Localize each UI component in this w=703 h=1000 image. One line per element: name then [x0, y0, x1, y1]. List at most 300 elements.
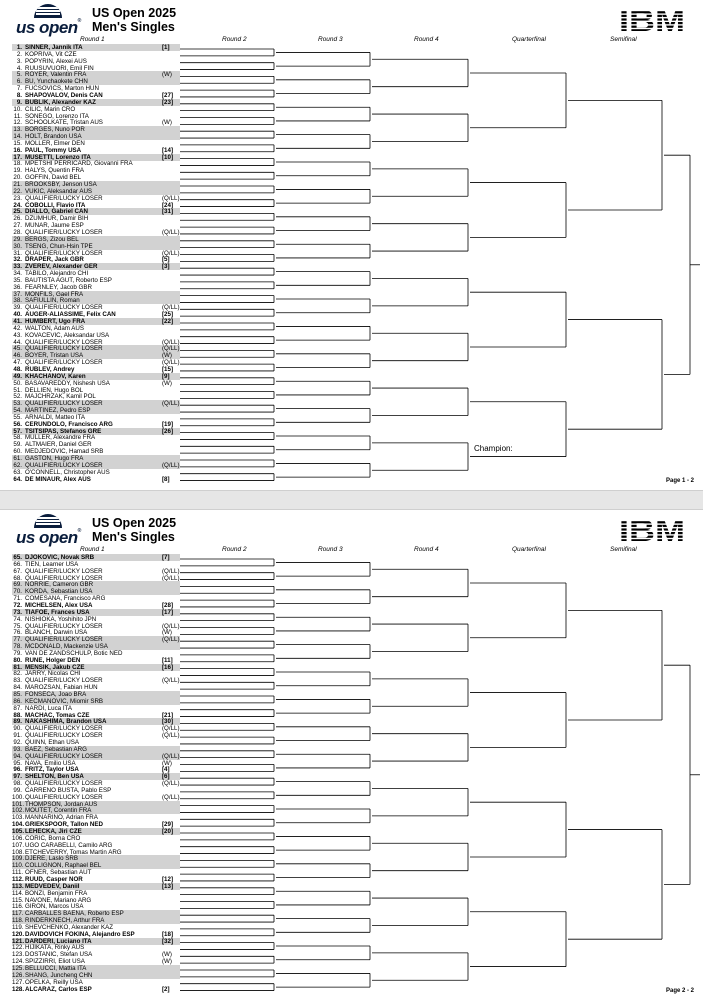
- player-name: RUUSUVUORI, Emil FIN: [25, 64, 94, 72]
- round-header: Round 4: [414, 36, 439, 43]
- seed-tag: (Q/LL): [162, 338, 180, 346]
- player-name: MEDVEDEV, Daniil: [25, 882, 80, 890]
- draw-position: 35.: [13, 276, 22, 284]
- seed-tag: [4]: [162, 766, 170, 774]
- player-name: BUBLIK, Alexander KAZ: [25, 98, 96, 106]
- player-name: UGO CARABELLI, Camilo ARG: [25, 841, 113, 849]
- draw-position: 33.: [13, 263, 22, 271]
- player-name: MAJCHRZAK, Kamil POL: [25, 393, 96, 401]
- draw-position: 51.: [13, 386, 22, 394]
- player-name: QUALIFIER/LUCKY LOSER: [25, 725, 103, 733]
- draw-position: 41.: [13, 318, 22, 325]
- draw-position: 76.: [13, 629, 22, 637]
- champion-label: Champion:: [474, 444, 513, 453]
- player-name: QUALIFIER/LUCKY LOSER: [25, 752, 103, 760]
- draw-position: 49.: [13, 372, 22, 380]
- player-name: NORRIE, Cameron GBR: [25, 581, 94, 589]
- seed-tag: (Q/LL): [162, 574, 180, 582]
- draw-position: 31.: [13, 249, 22, 257]
- draw-position: 39.: [13, 304, 22, 312]
- ibm-logo-text: IBM: [619, 4, 685, 34]
- draw-position: 52.: [13, 393, 22, 401]
- player-name: BAEZ, Sebastian ARG: [25, 745, 87, 753]
- draw-page-1: [0, 0, 703, 490]
- player-name: GOFFIN, David BEL: [25, 174, 82, 182]
- draw-position: 109.: [12, 855, 25, 863]
- player-name: ALCARAZ, Carlos ESP: [25, 985, 92, 993]
- draw-position: 88.: [13, 711, 22, 719]
- draw-position: 79.: [13, 649, 22, 657]
- draw-position: 28.: [13, 228, 22, 236]
- round-header: Round 2: [222, 36, 247, 43]
- draw-position: 1.: [16, 44, 22, 51]
- player-name: TIEN, Learner USA: [25, 560, 79, 568]
- draw-position: 9.: [16, 98, 22, 106]
- player-name: ETCHEVERRY, Tomas Martin ARG: [25, 848, 122, 856]
- player-name: SONEGO, Lorenzo ITA: [25, 112, 89, 120]
- player-name: FONSECA, Joao BRA: [25, 691, 87, 698]
- draw-position: 94.: [13, 752, 22, 760]
- player-name: BASAVAREDDY, Nishesh USA: [25, 379, 110, 387]
- draw-bracket: [0, 0, 703, 490]
- draw-position: 57.: [13, 427, 22, 435]
- draw-position: 78.: [13, 643, 22, 651]
- seed-tag: [5]: [162, 256, 170, 264]
- draw-position: 19.: [13, 167, 22, 175]
- player-name: BELLUCCI, Mattia ITA: [25, 965, 87, 972]
- seed-tag: [21]: [162, 711, 174, 719]
- draw-position: 71.: [13, 595, 22, 603]
- seed-tag: (Q/LL): [162, 228, 180, 236]
- draw-position: 50.: [13, 379, 22, 387]
- player-name: RUBLEV, Andrey: [25, 365, 75, 373]
- draw-position: 84.: [13, 684, 22, 692]
- draw-position: 65.: [13, 554, 22, 561]
- draw-position: 85.: [13, 691, 22, 698]
- player-name: DZUMHUR, Damir BIH: [25, 215, 89, 223]
- draw-position: 105.: [12, 828, 25, 835]
- draw-position: 118.: [12, 917, 24, 925]
- draw-position: 117.: [12, 910, 24, 918]
- draw-position: 13.: [13, 126, 22, 134]
- ibm-logo-text: IBM: [619, 514, 685, 544]
- seed-tag: [16]: [162, 663, 174, 671]
- player-name: HIJIKATA, Rinky AUS: [25, 944, 85, 952]
- player-name: COMESANA, Francisco ARG: [25, 595, 106, 603]
- draw-position: 64.: [13, 475, 22, 483]
- seed-tag: (Q/LL): [162, 567, 180, 575]
- draw-position: 123.: [12, 951, 25, 959]
- draw-position: 3.: [16, 57, 22, 65]
- draw-position: 83.: [13, 677, 22, 685]
- seed-tag: [9]: [162, 372, 170, 380]
- draw-position: 96.: [13, 766, 22, 774]
- draw-position: 42.: [13, 324, 22, 332]
- player-name: DJOKOVIC, Novak SRB: [25, 554, 95, 561]
- seed-tag: [28]: [162, 601, 174, 609]
- draw-position: 46.: [13, 352, 22, 360]
- player-name: POPYRIN, Alexei AUS: [25, 57, 87, 65]
- draw-position: 18.: [13, 160, 22, 168]
- player-name: KORDA, Sebastian USA: [25, 588, 93, 596]
- player-name: CERUNDOLO, Francisco ARG: [25, 420, 113, 428]
- player-name: MONFILS, Gael FRA: [25, 290, 84, 298]
- draw-position: 127.: [12, 978, 25, 986]
- player-name: NISHIOKA, Yoshihito JPN: [25, 615, 97, 623]
- player-name: FUCSOVICS, Marton HUN: [25, 85, 99, 93]
- draw-position: 22.: [13, 187, 22, 195]
- player-name: DOSTANIC, Stefan USA: [25, 951, 93, 959]
- player-name: NAVA, Emilio USA: [25, 759, 76, 767]
- player-name: QUINN, Ethan USA: [25, 738, 79, 746]
- seed-tag: [20]: [162, 828, 174, 835]
- draw-position: 113.: [12, 882, 24, 890]
- player-name: DARDERI, Luciano ITA: [25, 937, 92, 945]
- draw-position: 90.: [13, 725, 22, 733]
- draw-position: 80.: [13, 656, 22, 664]
- seed-tag: (Q/LL): [162, 304, 180, 312]
- seed-tag: (Q/LL): [162, 732, 180, 740]
- draw-position: 8.: [16, 91, 22, 99]
- draw-position: 122.: [12, 944, 25, 952]
- player-name: DRAPER, Jack GBR: [25, 256, 84, 264]
- page-subtitle: Men's Singles: [92, 20, 175, 34]
- player-name: MUSETTI, Lorenzo ITA: [25, 153, 91, 161]
- seed-tag: (Q/LL): [162, 677, 180, 685]
- seed-tag: [22]: [162, 318, 174, 325]
- draw-position: 66.: [13, 560, 22, 568]
- player-name: NAKASHIMA, Brandon USA: [25, 718, 107, 726]
- seed-tag: [18]: [162, 930, 174, 938]
- player-name: MENSIK, Jakub CZE: [25, 663, 85, 671]
- draw-position: 26.: [13, 215, 22, 223]
- round-header: Quarterfinal: [512, 546, 546, 553]
- draw-position: 38.: [13, 297, 22, 305]
- draw-position: 11.: [13, 112, 22, 120]
- round-header: Quarterfinal: [512, 36, 546, 43]
- player-name: ARNALDI, Matteo ITA: [25, 413, 86, 421]
- round-header: Round 2: [222, 546, 247, 553]
- draw-position: 95.: [13, 759, 22, 767]
- draw-position: 6.: [16, 78, 22, 86]
- draw-position: 116.: [12, 903, 24, 911]
- player-name: THOMPSON, Jordan AUS: [25, 800, 98, 808]
- round-header: Round 1: [80, 546, 105, 553]
- player-name: BOYER, Tristan USA: [25, 352, 84, 360]
- player-name: QUALIFIER/LUCKY LOSER: [25, 249, 103, 257]
- player-name: KHACHANOV, Karen: [25, 372, 86, 380]
- player-name: MUNAR, Jaume ESP: [25, 222, 84, 230]
- seed-tag: [25]: [162, 311, 174, 319]
- seed-tag: (W): [162, 119, 172, 127]
- draw-position: 126.: [12, 971, 25, 979]
- player-name: QUALIFIER/LUCKY LOSER: [25, 359, 103, 367]
- player-name: QUALIFIER/LUCKY LOSER: [25, 345, 103, 353]
- draw-position: 73.: [13, 608, 22, 616]
- player-name: BROOKSBY, Jenson USA: [25, 181, 97, 188]
- player-name: MANNARINO, Adrian FRA: [25, 814, 98, 822]
- player-name: TSITSIPAS, Stefanos GRE: [25, 427, 102, 435]
- seed-tag: [7]: [162, 554, 170, 561]
- draw-position: 21.: [13, 181, 22, 188]
- player-name: SINNER, Jannik ITA: [25, 44, 83, 51]
- player-name: BORGES, Nuno POR: [25, 126, 85, 134]
- player-name: BONZI, Benjamin FRA: [25, 889, 88, 897]
- draw-position: 70.: [13, 588, 22, 596]
- seed-tag: (Q/LL): [162, 780, 180, 788]
- seed-tag: [24]: [162, 201, 174, 209]
- seed-tag: (Q/LL): [162, 636, 180, 644]
- draw-position: 29.: [13, 235, 22, 243]
- seed-tag: [27]: [162, 91, 174, 99]
- player-name: BLANCH, Darwin USA: [25, 629, 88, 637]
- player-name: OFNER, Sebastian AUT: [25, 869, 92, 877]
- player-name: MULLER, Alexandre FRA: [25, 434, 96, 442]
- draw-position: 68.: [13, 574, 22, 582]
- draw-position: 107.: [12, 841, 25, 849]
- player-name: QUALIFIER/LUCKY LOSER: [25, 732, 103, 740]
- player-name: SHEVCHENKO, Alexander KAZ: [25, 923, 114, 931]
- player-name: GRIEKSPOOR, Tallon NED: [25, 821, 103, 829]
- draw-position: 7.: [16, 85, 22, 93]
- player-name: LEHECKA, Jiri CZE: [25, 828, 82, 835]
- logo-wordmark: us open®: [16, 18, 81, 37]
- seed-tag: [31]: [162, 208, 174, 216]
- seed-tag: [3]: [162, 263, 170, 271]
- player-name: PAUL, Tommy USA: [25, 146, 82, 154]
- draw-position: 98.: [13, 780, 22, 788]
- seed-tag: (Q/LL): [162, 194, 180, 202]
- draw-position: 56.: [13, 420, 22, 428]
- draw-position: 119.: [12, 923, 24, 931]
- draw-position: 45.: [13, 345, 22, 353]
- player-name: QUALIFIER/LUCKY LOSER: [25, 622, 103, 630]
- player-name: BU, Yunchaokete CHN: [25, 78, 88, 86]
- player-name: HALYS, Quentin FRA: [25, 167, 85, 175]
- draw-position: 92.: [13, 738, 22, 746]
- draw-position: 93.: [13, 745, 22, 753]
- player-name: QUALIFIER/LUCKY LOSER: [25, 780, 103, 788]
- draw-position: 40.: [13, 311, 22, 319]
- draw-position: 5.: [16, 71, 22, 79]
- player-name: QUALIFIER/LUCKY LOSER: [25, 304, 103, 312]
- registered-mark: ®: [77, 528, 81, 534]
- draw-position: 24.: [13, 201, 22, 209]
- player-name: MARTINEZ, Pedro ESP: [25, 407, 91, 415]
- player-name: GASTON, Hugo FRA: [25, 455, 84, 462]
- draw-position: 43.: [13, 331, 22, 339]
- player-name: SAFIULLIN, Roman: [25, 297, 80, 305]
- player-name: CILIC, Marin CRO: [25, 105, 76, 113]
- player-name: AUGER-ALIASSIME, Felix CAN: [25, 311, 116, 319]
- draw-position: 89.: [13, 718, 22, 726]
- draw-position: 53.: [13, 400, 22, 408]
- player-name: VUKIC, Aleksandar AUS: [25, 187, 93, 195]
- round-header: Semifinal: [610, 546, 637, 553]
- draw-position: 106.: [12, 834, 25, 842]
- player-name: SHAPOVALOV, Denis CAN: [25, 91, 103, 99]
- draw-position: 59.: [13, 441, 22, 449]
- player-name: QUALIFIER/LUCKY LOSER: [25, 400, 103, 408]
- draw-position: 81.: [13, 663, 22, 671]
- draw-position: 37.: [13, 290, 22, 298]
- seed-tag: [8]: [162, 475, 170, 483]
- player-name: RINDERKNECH, Arthur FRA: [25, 917, 105, 925]
- seed-tag: [2]: [162, 985, 170, 993]
- seed-tag: (Q/LL): [162, 359, 180, 367]
- player-name: FRITZ, Taylor USA: [25, 766, 79, 774]
- player-name: QUALIFIER/LUCKY LOSER: [25, 636, 103, 644]
- player-name: MCDONALD, Mackenzie USA: [25, 643, 108, 651]
- player-name: HUMBERT, Ugo FRA: [25, 318, 86, 325]
- player-name: ZVEREV, Alexander GER: [25, 263, 98, 271]
- draw-position: 67.: [13, 567, 22, 575]
- draw-position: 75.: [13, 622, 22, 630]
- draw-position: 82.: [13, 670, 22, 678]
- draw-position: 112.: [12, 875, 24, 883]
- seed-tag: [30]: [162, 718, 174, 726]
- seed-tag: (W): [162, 951, 172, 959]
- seed-tag: [26]: [162, 427, 174, 435]
- draw-position: 87.: [13, 704, 22, 712]
- draw-position: 2.: [16, 50, 22, 58]
- player-name: JARRY, Nicolas CHI: [25, 670, 81, 678]
- page-subtitle: Men's Singles: [92, 530, 175, 544]
- seed-tag: (Q/LL): [162, 752, 180, 760]
- draw-position: 101.: [12, 800, 25, 808]
- page-title: US Open 2025: [92, 516, 177, 530]
- player-name: KOVACEVIC, Aleksandar USA: [25, 331, 110, 339]
- draw-position: 128.: [12, 985, 25, 993]
- round-header: Round 3: [318, 36, 343, 43]
- seed-tag: (Q/LL): [162, 622, 180, 630]
- player-name: KOPRIVA, Vit CZE: [25, 50, 77, 58]
- player-name: DAVIDOVICH FOKINA, Alejandro ESP: [25, 930, 135, 938]
- draw-position: 27.: [13, 222, 22, 230]
- seed-tag: (W): [162, 71, 172, 79]
- player-name: TSENG, Chun-Hsin TPE: [25, 242, 93, 250]
- player-name: QUALIFIER/LUCKY LOSER: [25, 338, 103, 346]
- draw-position: 97.: [13, 773, 22, 781]
- seed-tag: [15]: [162, 365, 174, 373]
- seed-tag: [10]: [162, 153, 174, 161]
- page-number: Page 2 - 2: [666, 988, 695, 994]
- player-name: RUUD, Casper NOR: [25, 875, 83, 883]
- player-name: CORIC, Borna CRO: [25, 834, 81, 842]
- player-name: CARBALLES BAENA, Roberto ESP: [25, 910, 124, 918]
- player-name: QUALIFIER/LUCKY LOSER: [25, 574, 103, 582]
- seed-tag: (Q/LL): [162, 400, 180, 408]
- seed-tag: (Q/LL): [162, 345, 180, 353]
- round-header: Round 1: [80, 36, 105, 43]
- round-header: Semifinal: [610, 36, 637, 43]
- page-separator: [0, 490, 703, 510]
- draw-position: 72.: [13, 601, 22, 609]
- player-name: QUALIFIER/LUCKY LOSER: [25, 677, 103, 685]
- draw-bracket: [0, 510, 703, 1000]
- player-name: KECMANOVIC, Miomir SRB: [25, 697, 104, 705]
- seed-tag: (W): [162, 379, 172, 387]
- draw-position: 102.: [12, 807, 25, 815]
- seed-tag: [6]: [162, 773, 170, 781]
- player-name: O'CONNELL, Christopher AUS: [25, 468, 110, 476]
- draw-position: 91.: [13, 732, 22, 740]
- draw-position: 58.: [13, 434, 22, 442]
- draw-position: 14.: [13, 133, 22, 141]
- seed-tag: (Q/LL): [162, 461, 180, 469]
- player-name: MAROZSAN, Fabian HUN: [25, 684, 98, 692]
- draw-position: 15.: [13, 139, 22, 147]
- draw-position: 111.: [12, 869, 24, 877]
- player-name: NARDI, Luca ITA: [25, 704, 72, 712]
- draw-position: 32.: [13, 256, 22, 264]
- draw-position: 114.: [12, 889, 24, 897]
- player-name: WALTON, Adam AUS: [25, 324, 85, 332]
- player-name: OPELKA, Reilly USA: [25, 978, 83, 986]
- player-name: TABILO, Alejandro CHI: [25, 270, 89, 278]
- player-name: SCHOOLKATE, Tristan AUS: [25, 119, 103, 127]
- draw-position: 30.: [13, 242, 22, 250]
- draw-position: 77.: [13, 636, 22, 644]
- seed-tag: [1]: [162, 44, 170, 51]
- player-name: MEDJEDOVIC, Hamad SRB: [25, 448, 104, 456]
- seed-tag: (W): [162, 759, 172, 767]
- draw-position: 124.: [12, 958, 25, 966]
- seed-tag: [14]: [162, 146, 174, 154]
- player-name: HOLT, Brandon USA: [25, 133, 82, 141]
- draw-position: 69.: [13, 581, 22, 589]
- player-name: GIRON, Marcos USA: [25, 903, 84, 911]
- draw-position: 44.: [13, 338, 22, 346]
- player-name: ALTMAIER, Daniel GER: [25, 441, 92, 449]
- registered-mark: ®: [77, 18, 81, 24]
- draw-position: 115.: [12, 896, 24, 904]
- draw-position: 110.: [12, 862, 24, 870]
- player-name: QUALIFIER/LUCKY LOSER: [25, 567, 103, 575]
- draw-position: 47.: [13, 359, 22, 367]
- draw-position: 61.: [13, 455, 22, 462]
- seed-tag: (Q/LL): [162, 793, 180, 801]
- seed-tag: [23]: [162, 98, 174, 106]
- draw-position: 100.: [12, 793, 25, 801]
- player-name: MACHAC, Tomas CZE: [25, 711, 90, 719]
- player-name: QUALIFIER/LUCKY LOSER: [25, 461, 103, 469]
- player-name: MICHELSEN, Alex USA: [25, 601, 93, 609]
- player-name: BAUTISTA AGUT, Roberto ESP: [25, 276, 112, 284]
- seed-tag: [13]: [162, 882, 174, 890]
- draw-position: 25.: [13, 208, 22, 216]
- player-name: QUALIFIER/LUCKY LOSER: [25, 194, 103, 202]
- draw-position: 36.: [13, 283, 22, 291]
- page-title: US Open 2025: [92, 6, 177, 20]
- draw-position: 60.: [13, 448, 22, 456]
- player-name: SPIZZIRRI, Eliot USA: [25, 958, 85, 966]
- round-header: Round 4: [414, 546, 439, 553]
- seed-tag: (W): [162, 352, 172, 360]
- player-name: COBOLLI, Flavio ITA: [25, 201, 86, 209]
- draw-position: 20.: [13, 174, 22, 182]
- draw-position: 16.: [13, 146, 22, 154]
- draw-position: 108.: [12, 848, 25, 856]
- seed-tag: (W): [162, 958, 172, 966]
- seed-tag: (Q/LL): [162, 725, 180, 733]
- seed-tag: [32]: [162, 937, 174, 945]
- player-name: BERGS, Zizou BEL: [25, 235, 79, 243]
- player-name: DJERE, Laslo SRB: [25, 855, 78, 863]
- player-name: ROYER, Valentin FRA: [25, 71, 87, 79]
- player-name: CARRENO BUSTA, Pablo ESP: [25, 786, 112, 794]
- draw-position: 12.: [13, 119, 22, 127]
